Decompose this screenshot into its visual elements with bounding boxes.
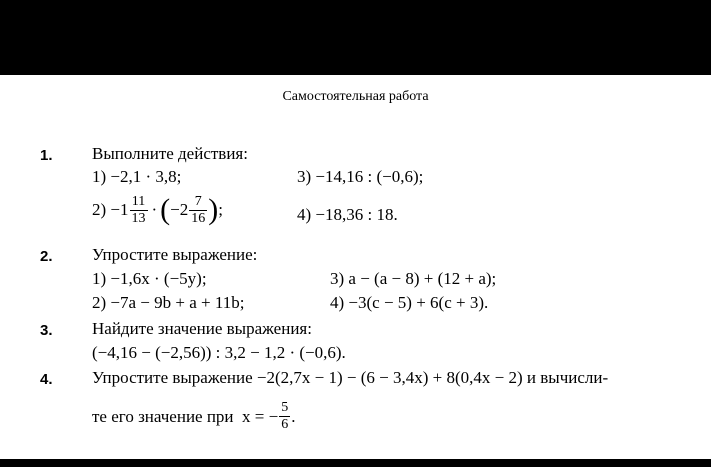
task-4-line-2 bbox=[92, 401, 295, 432]
task-1-item-4: 4) −18,36 : 18. bbox=[297, 205, 398, 224]
line-2-prefix: те его значение при x = − bbox=[92, 406, 279, 426]
fraction-denominator: 6 bbox=[281, 417, 289, 432]
task-1-number: 1. bbox=[40, 147, 53, 164]
task-4-line-1: Упростите выражение −2(2,7x − 1) − (6 − 3,4x) + 8(0,4x − 2) и вычисли- bbox=[92, 368, 609, 387]
fraction-11-13 bbox=[130, 195, 148, 226]
fraction-numerator: 7 bbox=[194, 193, 202, 209]
fraction-denominator: 13 bbox=[131, 210, 146, 226]
task-1-item-1: 1) −2,1 · 3,8; bbox=[92, 167, 182, 186]
multiply-dot: · bbox=[151, 200, 158, 219]
line-2-suffix: . bbox=[291, 406, 296, 426]
page-title: Самостоятельная работа bbox=[282, 89, 429, 104]
fraction-7-16 bbox=[189, 195, 207, 226]
task-1-item-2 bbox=[92, 193, 223, 227]
task-1-instruction: Выполните действия: bbox=[92, 144, 248, 163]
fraction-numerator: 5 bbox=[281, 400, 289, 415]
open-paren: ( bbox=[160, 193, 171, 226]
task-2-instruction: Упростите выражение: bbox=[92, 245, 258, 264]
task-3-instruction: Найдите значение выражения: bbox=[92, 319, 312, 338]
semicolon: ; bbox=[218, 200, 223, 219]
fraction-numerator: 11 bbox=[131, 193, 146, 209]
close-paren: ) bbox=[208, 193, 219, 226]
task-2-number: 2. bbox=[40, 248, 53, 265]
task-3-number: 3. bbox=[40, 322, 53, 339]
task-3-expression: (−4,16 − (−2,56)) : 3,2 − 1,2 · (−0,6). bbox=[92, 343, 346, 362]
task-2-item-1: 1) −1,6x · (−5y); bbox=[92, 269, 207, 288]
minus-two: −2 bbox=[170, 200, 189, 219]
task-2-item-2: 2) −7a − 9b + a + 11b; bbox=[92, 293, 245, 312]
item-2-prefix: 2) −1 bbox=[92, 200, 129, 219]
fraction-5-6 bbox=[279, 401, 290, 432]
task-2-item-4: 4) −3(c − 5) + 6(c + 3). bbox=[330, 293, 489, 312]
task-2-item-3: 3) a − (a − 8) + (12 + a); bbox=[330, 269, 497, 288]
fraction-denominator: 16 bbox=[191, 210, 206, 226]
worksheet-page bbox=[0, 75, 711, 459]
task-1-item-2-expression bbox=[92, 193, 223, 227]
task-1-item-3: 3) −14,16 : (−0,6); bbox=[297, 167, 424, 186]
task-4-number: 4. bbox=[40, 371, 53, 388]
task-4-line-2-expression bbox=[92, 401, 295, 432]
